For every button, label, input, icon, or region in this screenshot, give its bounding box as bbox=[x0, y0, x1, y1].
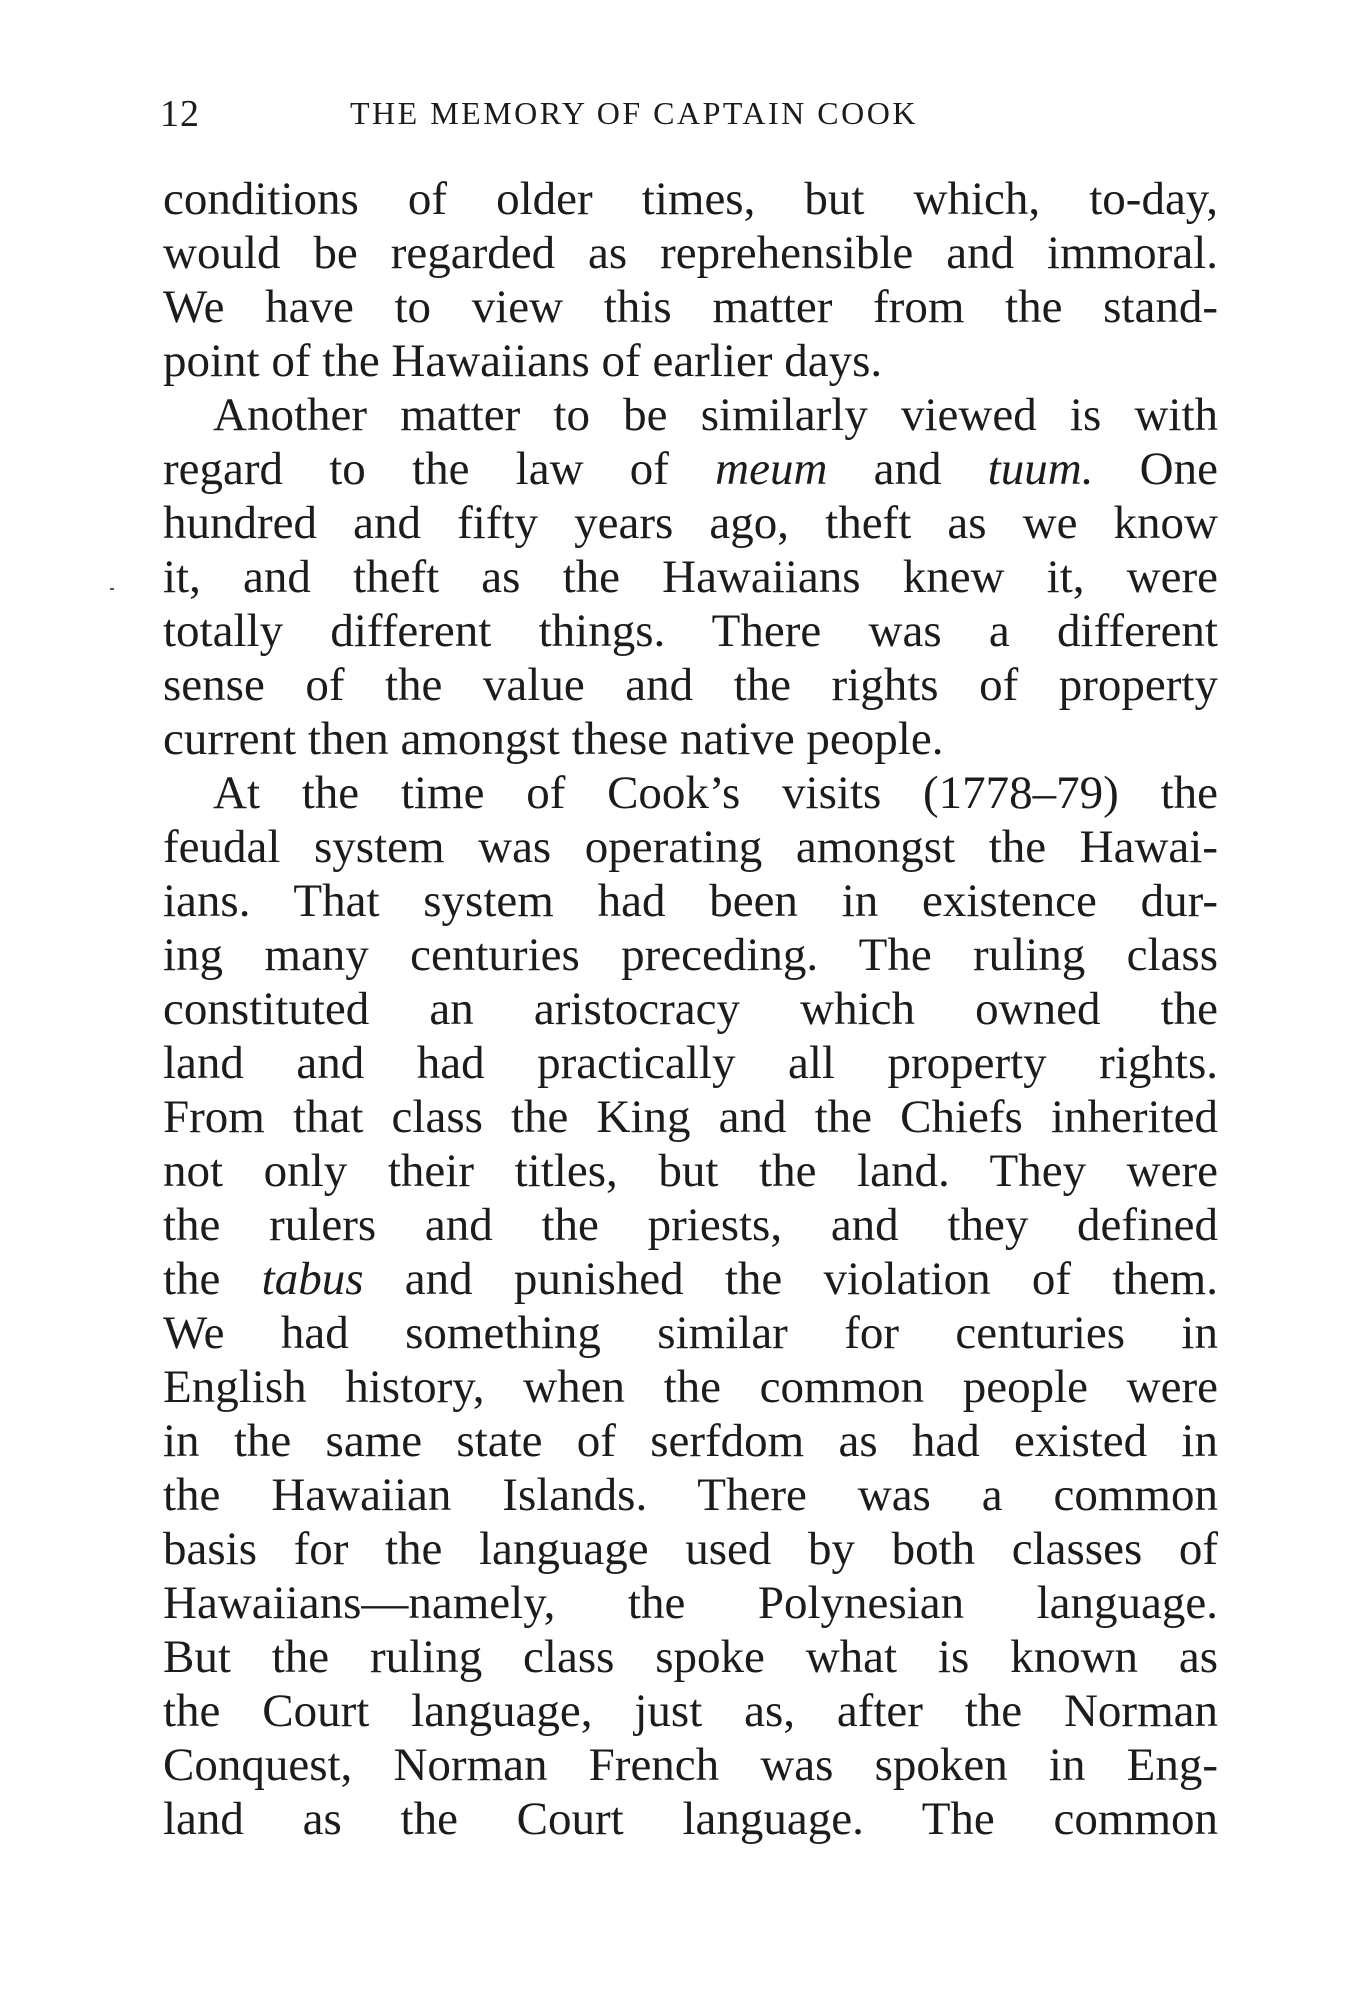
text-line: the rulers and the priests, and they defined bbox=[163, 1199, 1218, 1251]
text-line: in the same state of serfdom as had existed in bbox=[163, 1415, 1218, 1467]
text-line: We had something similar for centuries in bbox=[163, 1307, 1218, 1359]
text-line: basis for the language used by both classes of bbox=[163, 1523, 1218, 1575]
page-number: 12 bbox=[160, 93, 200, 135]
body-text bbox=[163, 172, 1218, 1846]
text-line bbox=[163, 442, 1218, 496]
text-line: We have to view this matter from the stand- bbox=[163, 281, 1218, 333]
text-line: conditions of older times, but which, to-day, bbox=[163, 173, 1218, 225]
text-segment: and punished the violation of them. bbox=[363, 1253, 1218, 1305]
text-line: feudal system was operating amongst the Hawai- bbox=[163, 821, 1218, 873]
italic-term: meum bbox=[715, 443, 828, 495]
text-line: ing many centuries preceding. The ruling class bbox=[163, 929, 1218, 981]
text-line: point of the Hawaiians of earlier days. bbox=[163, 335, 883, 387]
text-line: totally different things. There was a different bbox=[163, 605, 1218, 657]
italic-term: tuum. bbox=[987, 443, 1094, 495]
text-line: hundred and fifty years ago, theft as we know bbox=[163, 497, 1218, 549]
text-line: English history, when the common people were bbox=[163, 1361, 1218, 1413]
text-line: At the time of Cook’s visits (1778–79) the bbox=[213, 767, 1218, 819]
text-line: current then amongst these native people. bbox=[163, 713, 944, 765]
text-line bbox=[163, 1252, 1218, 1306]
text-segment: the bbox=[163, 1253, 262, 1305]
text-segment: One bbox=[1093, 443, 1218, 495]
running-title: THE MEMORY OF CAPTAIN COOK bbox=[350, 95, 918, 131]
text-line: constituted an aristocracy which owned the bbox=[163, 983, 1218, 1035]
text-line: But the ruling class spoke what is known as bbox=[163, 1631, 1218, 1683]
running-head bbox=[160, 92, 1220, 135]
text-line: not only their titles, but the land. They were bbox=[163, 1145, 1218, 1197]
text-line: the Hawaiian Islands. There was a common bbox=[163, 1469, 1218, 1521]
text-segment: and bbox=[827, 443, 988, 495]
text-line: land as the Court language. The common bbox=[163, 1793, 1218, 1845]
text-line: Another matter to be similarly viewed is with bbox=[213, 389, 1218, 441]
italic-term: tabus bbox=[261, 1253, 364, 1305]
text-line: the Court language, just as, after the Norman bbox=[163, 1685, 1218, 1737]
margin-mark bbox=[110, 588, 114, 590]
text-line: it, and theft as the Hawaiians knew it, were bbox=[163, 551, 1218, 603]
text-line: Conquest, Norman French was spoken in Eng- bbox=[163, 1739, 1218, 1791]
text-line: ians. That system had been in existence dur- bbox=[163, 875, 1218, 927]
text-line: would be regarded as reprehensible and immoral. bbox=[163, 227, 1218, 279]
text-line: sense of the value and the rights of property bbox=[163, 659, 1218, 711]
text-line: From that class the King and the Chiefs inherited bbox=[163, 1091, 1218, 1143]
text-segment: regard to the law of bbox=[163, 443, 716, 495]
text-line: land and had practically all property rights. bbox=[163, 1037, 1218, 1089]
text-line: Hawaiians—namely, the Polynesian language. bbox=[163, 1577, 1218, 1629]
